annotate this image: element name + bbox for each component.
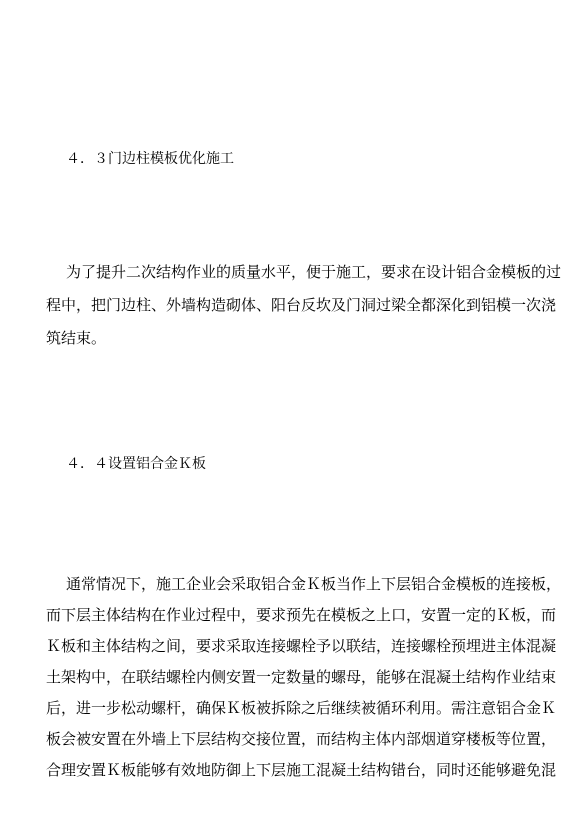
section-heading-4-3: ４．３门边柱模板优化施工 <box>66 151 234 167</box>
paragraph-4-4-line-1: 通常情况下，施工企业会采取铝合金Ｋ板当作上下层铝合金模板的连接板， <box>66 575 562 593</box>
paragraph-4-4-line-5: 后，进一步松动螺杆，确保Ｋ板被拆除之后继续被循环利用。需注意铝合金Ｋ <box>46 699 557 717</box>
paragraph-4-4-line-2: 而下层主体结构在作业过程中，要求预先在模板之上口，安置一定的Ｋ板，而 <box>46 606 557 624</box>
paragraph-4-3-line-2: 程中，把门边柱、外墙构造砌体、阳台反坎及门洞过梁全都深化到铝模一次浇 <box>46 296 557 314</box>
paragraph-4-4-line-6: 板会被安置在外墙上下层结构交接位置，而结构主体内部烟道穿楼板等位置， <box>46 730 557 748</box>
paragraph-4-4-line-4: 土架构中，在联结螺栓内侧安置一定数量的螺母，能够在混凝土结构作业结束 <box>46 668 557 686</box>
paragraph-4-4-line-7: 合理安置Ｋ板能够有效地防御上下层施工混凝土结构错台，同时还能够避免混 <box>46 761 557 779</box>
paragraph-4-3-line-3: 筑结束。 <box>46 329 107 347</box>
paragraph-4-3-line-1: 为了提升二次结构作业的质量水平，便于施工，要求在设计铝合金模板的过 <box>66 263 562 281</box>
section-heading-4-4: ４．４设置铝合金Ｋ板 <box>66 456 206 472</box>
paragraph-4-4-line-3: Ｋ板和主体结构之间，要求采取连接螺栓予以联结，连接螺栓预埋进主体混凝 <box>46 637 557 655</box>
